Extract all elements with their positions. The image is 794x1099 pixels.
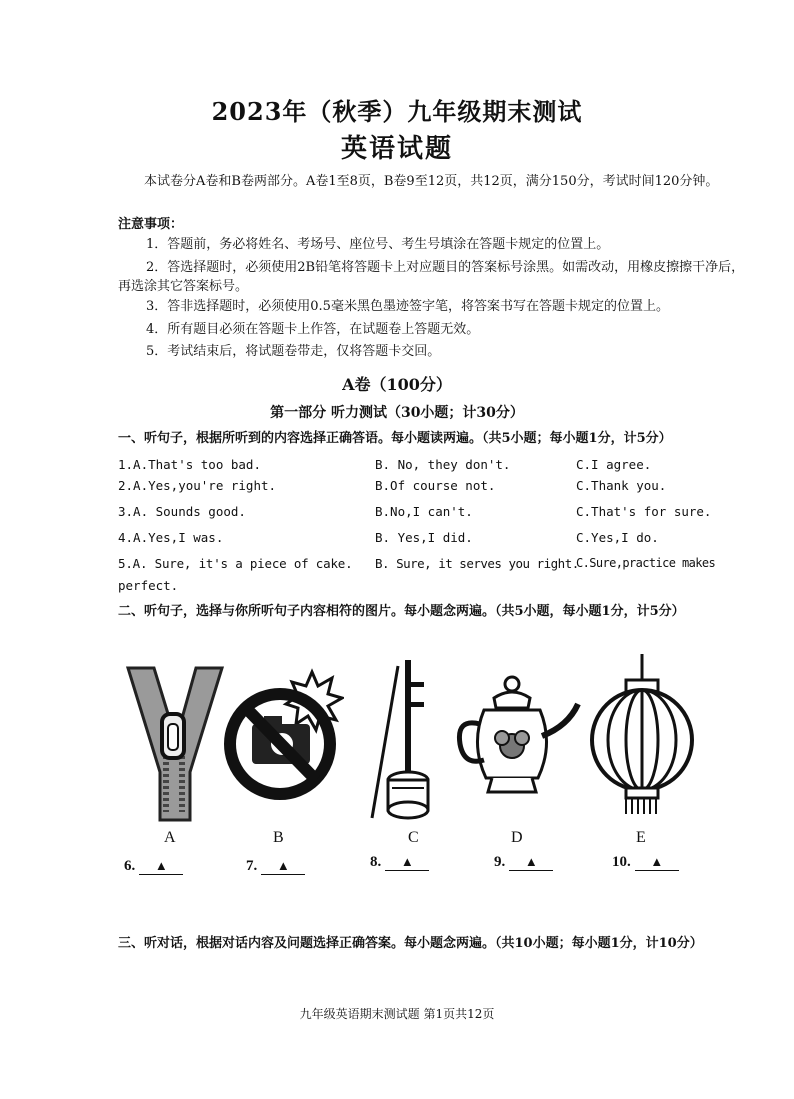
picture-label-b: B bbox=[273, 829, 284, 846]
part1-heading: 第一部分 听力测试（30小题；计30分） bbox=[270, 405, 524, 421]
answer-number: 10. bbox=[612, 854, 631, 870]
question-row bbox=[118, 457, 750, 475]
picture-label-c: C bbox=[408, 829, 419, 846]
note-item-5: 5．考试结束后，将试题卷带走，仅将答题卡交回。 bbox=[146, 344, 441, 359]
lantern-icon bbox=[588, 654, 698, 828]
answer-number: 9. bbox=[494, 854, 506, 870]
option-b: B.No,I can't. bbox=[375, 504, 473, 519]
question-row bbox=[118, 556, 750, 574]
answer-mark: ▲ bbox=[635, 854, 679, 871]
picture-label-a: A bbox=[164, 829, 176, 846]
no-camera-icon bbox=[224, 666, 344, 820]
option-b: B. Sure, it serves you right. bbox=[375, 556, 579, 571]
exam-title: 2023年（秋季）九年级期末测试 bbox=[211, 97, 583, 126]
answer-blank bbox=[370, 854, 429, 871]
option-c: C.Thank you. bbox=[576, 478, 667, 493]
answer-mark: ▲ bbox=[139, 858, 183, 875]
section2-instruction: 二、听句子，选择与你所听句子内容相符的图片。每小题念两遍。（共5小题，每小题1分，计5分） bbox=[118, 604, 685, 619]
option-a: 1.A.That's too bad. bbox=[118, 457, 261, 472]
section1-instruction: 一、听句子，根据所听到的内容选择正确答语。每小题读两遍。（共5小题；每小题1分，计5分） bbox=[118, 431, 672, 446]
note-item-3: 3．答非选择题时，必须使用0.5毫米黑色墨迹签字笔，将答案书写在答题卡规定的位置上。 bbox=[146, 299, 669, 314]
option-c: C.Sure,practice makes bbox=[576, 556, 716, 570]
option-a: 2.A.Yes,you're right. bbox=[118, 478, 277, 493]
option-b: B. Yes,I did. bbox=[375, 530, 473, 545]
answer-number: 6. bbox=[124, 858, 136, 874]
option-a: 3.A. Sounds good. bbox=[118, 504, 246, 519]
option-b: B. No, they don't. bbox=[375, 457, 511, 472]
question-5-wrap: perfect. bbox=[118, 578, 179, 593]
section3-instruction: 三、听对话，根据对话内容及问题选择正确答案。每小题念两遍。（共10小题；每小题1分，计10分） bbox=[118, 936, 703, 951]
note-item-4: 4．所有题目必须在答题卡上作答，在试题卷上答题无效。 bbox=[146, 322, 480, 337]
option-b: B.Of course not. bbox=[375, 478, 496, 493]
note-item-1: 1．答题前，务必将姓名、考场号、座位号、考生号填涂在答题卡规定的位置上。 bbox=[146, 237, 610, 252]
option-a: 4.A.Yes,I was. bbox=[118, 530, 224, 545]
teapot-icon bbox=[450, 674, 590, 818]
question-row bbox=[118, 478, 750, 496]
answer-mark: ▲ bbox=[385, 854, 429, 871]
question-row bbox=[118, 530, 750, 548]
exam-intro: 本试卷分A卷和B卷两部分。A卷1至8页，B卷9至12页，共12页，满分150分，考试时间120分钟。 bbox=[144, 174, 719, 189]
option-c: C.Yes,I do. bbox=[576, 530, 659, 545]
option-c: C.That's for sure. bbox=[576, 504, 712, 519]
answer-blank bbox=[612, 854, 679, 871]
note-item-2: 2．答选择题时，必须使用2B铅笔将答题卡上对应题目的答案标号涂黑。如需改动，用橡皮擦擦干净后，再选涂其它答案标号。 bbox=[118, 260, 745, 294]
picture-options bbox=[118, 646, 698, 886]
section-a-heading: A卷（100分） bbox=[342, 375, 452, 394]
answer-blank bbox=[246, 858, 305, 875]
option-a: 5.A. Sure, it's a piece of cake. bbox=[118, 556, 353, 571]
picture-label-e: E bbox=[636, 829, 646, 846]
answer-blank bbox=[124, 858, 183, 875]
page-footer: 九年级英语期末测试题 第1页共12页 bbox=[299, 1007, 495, 1021]
zipper-icon bbox=[124, 662, 224, 826]
picture-label-d: D bbox=[511, 829, 523, 846]
exam-subtitle: 英语试题 bbox=[340, 134, 453, 164]
answer-blank bbox=[494, 854, 553, 871]
answer-mark: ▲ bbox=[509, 854, 553, 871]
erhu-icon bbox=[364, 658, 454, 832]
option-c: C.I agree. bbox=[576, 457, 652, 472]
answer-number: 8. bbox=[370, 854, 382, 870]
answer-mark: ▲ bbox=[261, 858, 305, 875]
question-row bbox=[118, 504, 750, 522]
notes-title: 注意事项： bbox=[118, 217, 184, 232]
answer-number: 7. bbox=[246, 858, 258, 874]
